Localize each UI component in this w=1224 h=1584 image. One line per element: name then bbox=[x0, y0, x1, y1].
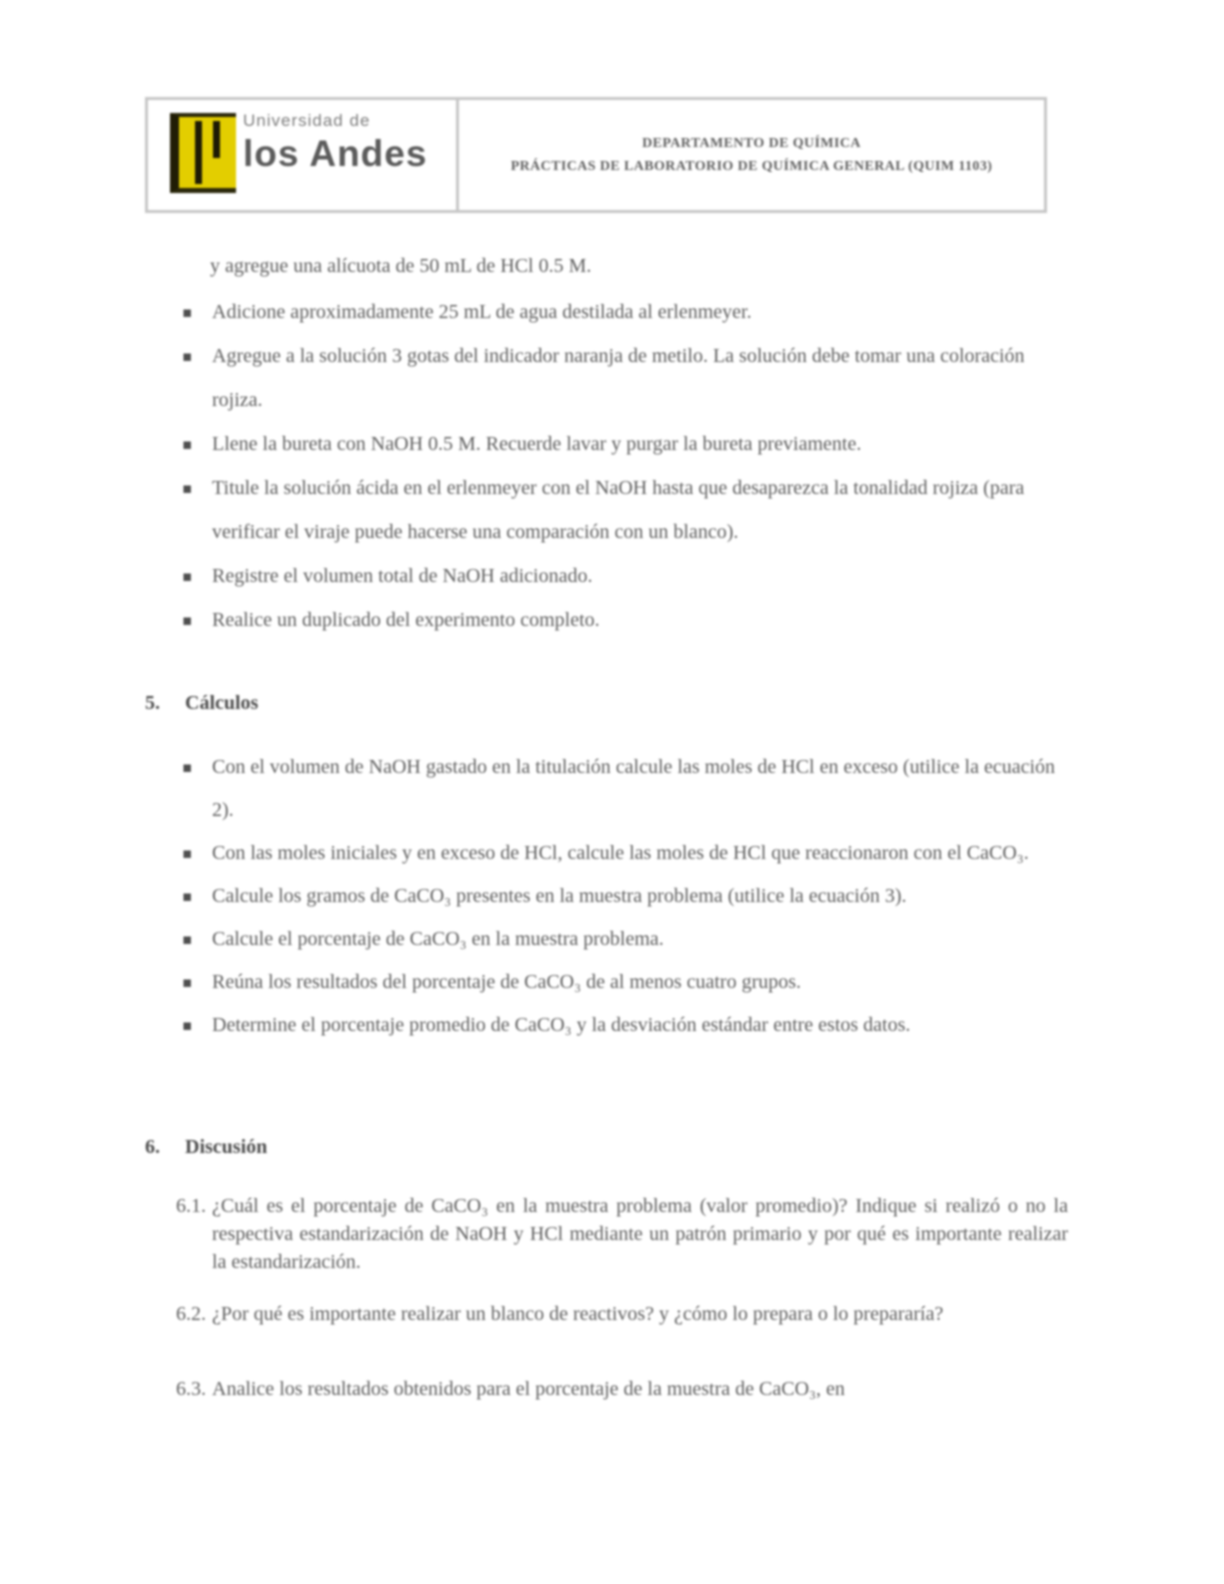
list-item bbox=[182, 875, 1057, 918]
list-item-text: Con las moles iniciales y en exceso de HCl, calcule las moles de HCl que reaccionaron con el CaCO₃. bbox=[212, 842, 1029, 864]
bullet-icon: ▪ bbox=[182, 303, 193, 321]
section-title: Discusión bbox=[185, 1136, 268, 1158]
calculations-list bbox=[182, 746, 1057, 1047]
procedure-list bbox=[182, 290, 1057, 642]
discussion-item-number: 6.3. bbox=[176, 1378, 206, 1400]
bullet-icon: ▪ bbox=[182, 758, 193, 776]
discussion-item-number: 6.2. bbox=[176, 1303, 206, 1325]
list-item-text: Registre el volumen total de NaOH adicionado. bbox=[212, 565, 593, 587]
list-item-text: Calcule el porcentaje de CaCO₃ en la muestra problema. bbox=[212, 928, 664, 950]
section-number: 5. bbox=[145, 692, 160, 714]
section-title: Cálculos bbox=[185, 692, 259, 714]
list-item bbox=[182, 422, 1057, 466]
university-name bbox=[243, 112, 427, 172]
course-title: PRÁCTICAS DE LABORATORIO DE QUÍMICA GENERAL (QUIM 1103) bbox=[510, 158, 993, 174]
shield-stripe bbox=[213, 121, 220, 158]
university-name-small: Universidad de bbox=[243, 111, 371, 130]
list-item-text: Llene la bureta con NaOH 0.5 M. Recuerde lavar y purgar la bureta previamente. bbox=[212, 433, 862, 455]
bullet-icon: ▪ bbox=[182, 1016, 193, 1034]
list-item bbox=[182, 832, 1057, 875]
list-item-text: Reúna los resultados del porcentaje de CaCO₃ de al menos cuatro grupos. bbox=[212, 971, 802, 993]
university-shield-icon bbox=[170, 113, 236, 193]
list-item-text: Determine el porcentaje promedio de CaCO₃ y la desviación estándar entre estos datos. bbox=[212, 1014, 911, 1036]
discussion-item bbox=[176, 1300, 1068, 1328]
bullet-icon: ▪ bbox=[182, 844, 193, 862]
list-item-text: Titule la solución ácida en el erlenmeyer con el NaOH hasta que desaparezca la tonalidad rojiza (para verificar el viraje puede hacerse una comparación con un blanco). bbox=[212, 477, 1025, 543]
list-item bbox=[182, 334, 1057, 422]
list-item bbox=[182, 961, 1057, 1004]
discussion-item-text: ¿Cuál es el porcentaje de CaCO₃ en la muestra problema (valor promedio)? Indique si realizó o no la respectiva estandarización de NaOH y HCl mediante un patrón primario y por qué es importante realizar la estandarización. bbox=[212, 1195, 1068, 1273]
list-item bbox=[182, 918, 1057, 961]
discussion-item-text: Analice los resultados obtenidos para el porcentaje de la muestra de CaCO₃, en bbox=[212, 1378, 845, 1400]
list-item bbox=[182, 1004, 1057, 1047]
university-name-large: los Andes bbox=[243, 133, 428, 174]
bullet-icon: ▪ bbox=[182, 479, 193, 497]
section-heading-calculos bbox=[145, 692, 258, 715]
bullet-icon: ▪ bbox=[182, 567, 193, 585]
list-item bbox=[182, 290, 1057, 334]
discussion-item-number: 6.1. bbox=[176, 1195, 206, 1217]
discussion-item bbox=[176, 1375, 1068, 1403]
list-item bbox=[182, 746, 1057, 832]
list-item-text: Con el volumen de NaOH gastado en la titulación calcule las moles de HCl en exceso (utilice la ecuación 2). bbox=[212, 756, 1056, 821]
list-item bbox=[182, 466, 1057, 554]
list-item-text: Calcule los gramos de CaCO₃ presentes en la muestra problema (utilice la ecuación 3). bbox=[212, 885, 907, 907]
discussion-item-text: ¿Por qué es importante realizar un blanco de reactivos? y ¿cómo lo prepara o lo prepararía? bbox=[212, 1303, 944, 1325]
document-header bbox=[145, 97, 1047, 213]
procedure-continuation-line: y agregue una alícuota de 50 mL de HCl 0.5 M. bbox=[210, 255, 592, 277]
shield-stripe bbox=[195, 121, 202, 184]
header-title-cell bbox=[459, 100, 1044, 210]
list-item-text: Adicione aproximadamente 25 mL de agua destilada al erlenmeyer. bbox=[212, 301, 752, 323]
section-number: 6. bbox=[145, 1136, 160, 1158]
bullet-icon: ▪ bbox=[182, 973, 193, 991]
bullet-icon: ▪ bbox=[182, 887, 193, 905]
bullet-icon: ▪ bbox=[182, 611, 193, 629]
list-item bbox=[182, 598, 1057, 642]
bullet-icon: ▪ bbox=[182, 930, 193, 948]
list-item-text: Realice un duplicado del experimento completo. bbox=[212, 609, 600, 631]
university-logo bbox=[148, 100, 459, 210]
bullet-icon: ▪ bbox=[182, 435, 193, 453]
list-item-text: Agregue a la solución 3 gotas del indicador naranja de metilo. La solución debe tomar una coloración rojiza. bbox=[212, 345, 1025, 411]
list-item bbox=[182, 554, 1057, 598]
section-heading-discusion bbox=[145, 1136, 267, 1159]
bullet-icon: ▪ bbox=[182, 347, 193, 365]
department-title: DEPARTAMENTO DE QUÍMICA bbox=[642, 135, 861, 151]
discussion-item bbox=[176, 1192, 1068, 1276]
